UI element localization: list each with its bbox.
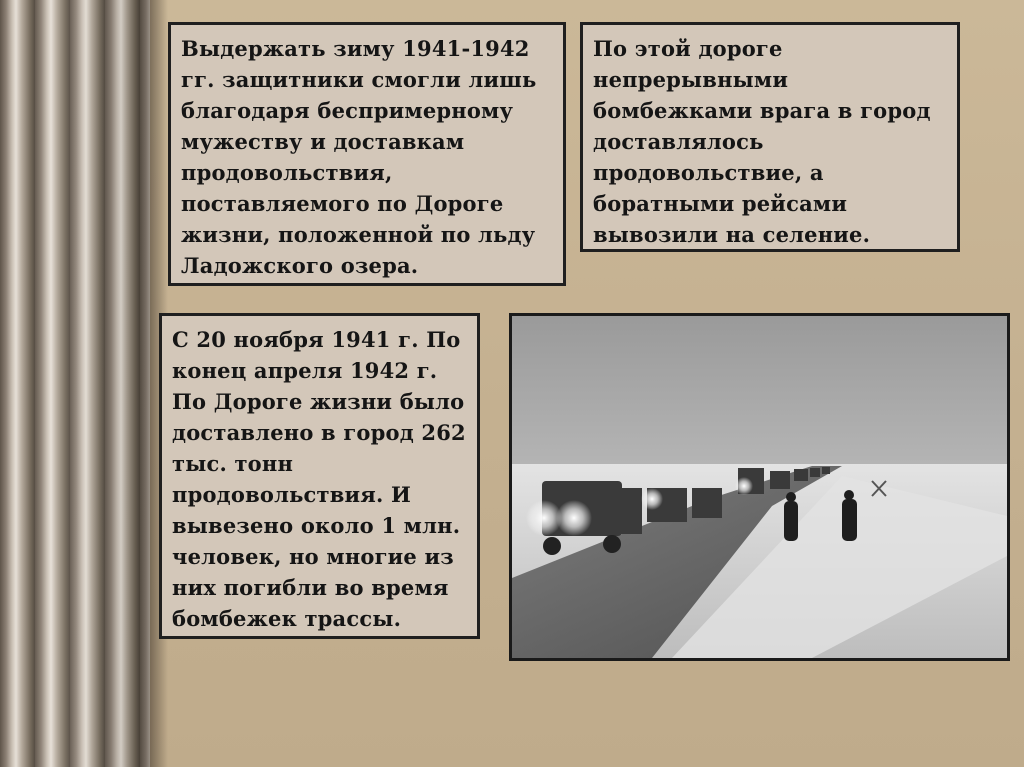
- winter-road-image: [512, 316, 1007, 658]
- text-box-road-supply: [580, 22, 960, 252]
- text-statistics: С 20 ноября 1941 г. По конец апреля 1942 г. По Дороге жизни было доставлено в город 262 тыс. тонн продовольствия. И вывезено около 1 млн. человек, но многие из них погибли во время бомбежек трассы.: [172, 327, 466, 631]
- text-winter-survival: Выдержать зиму 1941-1942 гг. защитники смогли лишь благодаря беспримерному мужеству и доставкам продовольствия, поставляемого по Дороге жизни, положенной по льду Ладожского озера.: [181, 36, 537, 278]
- headlight-glow: [735, 477, 753, 495]
- text-box-statistics: [159, 313, 480, 639]
- curtain-shading: [0, 0, 150, 767]
- headlight-glow: [556, 500, 592, 536]
- road-of-life-photo: [509, 313, 1010, 661]
- text-road-supply: По этой дороге непрерывными бомбежками врага в город доставлялось продовольствие, а боратными рейсами вывозили на селение.: [593, 36, 931, 247]
- headlight-glow: [641, 488, 663, 510]
- text-box-winter-survival: [168, 22, 566, 286]
